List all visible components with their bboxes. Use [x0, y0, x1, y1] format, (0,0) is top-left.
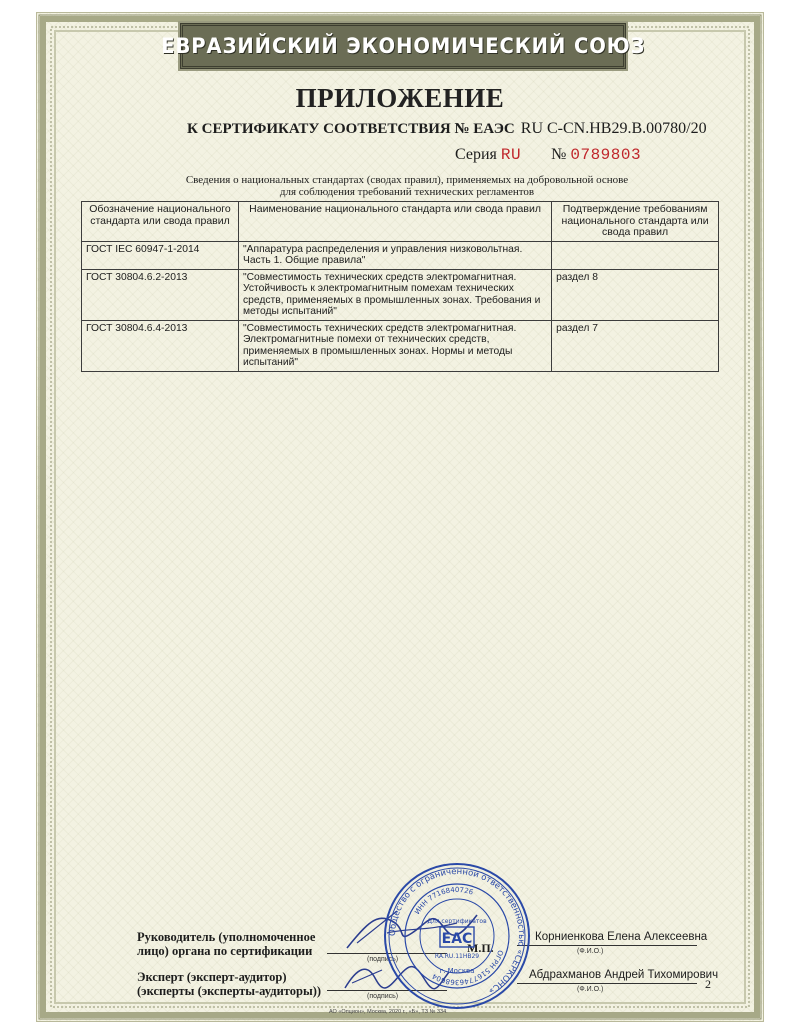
row-name: "Аппаратура распределения и управления низковольтная. Часть 1. Общие правила": [238, 241, 551, 269]
certificate-number-line: [187, 120, 707, 138]
row-code: ГОСТ 30804.6.4-2013: [82, 320, 239, 371]
form-number-value: 0789803: [570, 146, 642, 164]
intro-line-1: Сведения о национальных стандартах (сводах правил), применяемых на добровольной основе: [185, 174, 629, 186]
row-confirm: [552, 241, 719, 269]
union-banner-text: ЕВРАЗИЙСКИЙ ЭКОНОМИЧЕСКИЙ СОЮЗ: [160, 34, 646, 58]
series-label: Серия: [455, 146, 497, 163]
head-name-caption: (Ф.И.О.): [577, 948, 604, 955]
standards-intro: [147, 174, 667, 198]
row-confirm: раздел 8: [552, 269, 719, 320]
row-name: "Совместимость технических средств электромагнитная. Устойчивость к электромагнитным помехам технических средств, применяемых в промышленных зонах. Требования и методы испытаний": [238, 269, 551, 320]
expert-label-line-1: Эксперт (эксперт-аудитор): [137, 970, 287, 984]
expert-name: Абдрахманов Андрей Тихомирович: [529, 969, 719, 981]
page-number: 2: [705, 977, 711, 991]
series-value: RU: [500, 146, 522, 164]
seal-ogrn-text: ОГРН 5167746368604: [430, 948, 505, 987]
table-header-row: [82, 202, 719, 242]
head-label-line-2: лицо) органа по сертификации: [137, 944, 313, 958]
row-code: ГОСТ IEC 60947-1-2014: [82, 241, 239, 269]
row-confirm: раздел 7: [552, 320, 719, 371]
seal-mark: М.П.: [467, 941, 494, 955]
table-row: [82, 320, 719, 371]
seal-inn-text: ИНН 7716840726: [413, 885, 475, 916]
page-title: ПРИЛОЖЕНИЕ: [295, 83, 505, 113]
head-sign-caption: (подпись): [367, 956, 399, 963]
expert-name-caption: (Ф.И.О.): [577, 986, 604, 993]
table-row: [82, 241, 719, 269]
union-banner: [160, 23, 646, 69]
expert-sign-caption: (подпись): [367, 993, 399, 1000]
header-name: Наименование национального стандарта или свода правил: [238, 202, 551, 242]
seal-city-text: г. Москва: [439, 967, 475, 975]
head-label-line-1: Руководитель (уполномоченное: [137, 930, 316, 944]
certification-seal: [382, 861, 532, 1011]
print-footer: АО «Опцион», Москва, 2020 г., «Б», ТЗ № 334.: [329, 1009, 448, 1015]
seal-eac-mark: ЕАС: [441, 931, 473, 947]
certificate-sheet: [36, 12, 764, 1022]
seal-outer-text: Общество с ограниченной ответственностью «СЕРКОНС»: [387, 866, 527, 996]
seal-inner-text: Для сертификатов: [427, 918, 487, 925]
header-confirm: Подтверждение требованиям национального стандарта или свода правил: [552, 202, 719, 242]
standards-table: [81, 201, 719, 372]
certificate-caption: К СЕРТИФИКАТУ СООТВЕТСТВИЯ № ЕАЭС: [187, 121, 515, 137]
expert-label-line-2: (эксперты (эксперты-аудиторы)): [137, 984, 322, 998]
table-row: [82, 269, 719, 320]
header-code: Обозначение национального стандарта или свода правил: [82, 202, 239, 242]
form-number-label: №: [551, 146, 567, 163]
intro-line-2: для соблюдения требований технических регламентов: [279, 186, 535, 198]
row-name: "Совместимость технических средств электромагнитная. Электромагнитные помехи от технических средств, применяемых в промышленных зонах. Нормы и методы испытаний": [238, 320, 551, 371]
row-code: ГОСТ 30804.6.2-2013: [82, 269, 239, 320]
expert-name-line: [517, 983, 697, 984]
head-name: Корниенкова Елена Алексеевна: [535, 931, 708, 943]
seal-reg-text: RA.RU.11НВ29: [434, 953, 480, 960]
head-name-line: [517, 945, 697, 946]
certificate-number: RU C-CN.НВ29.В.00780/20: [520, 120, 707, 137]
series-line: [455, 146, 641, 164]
